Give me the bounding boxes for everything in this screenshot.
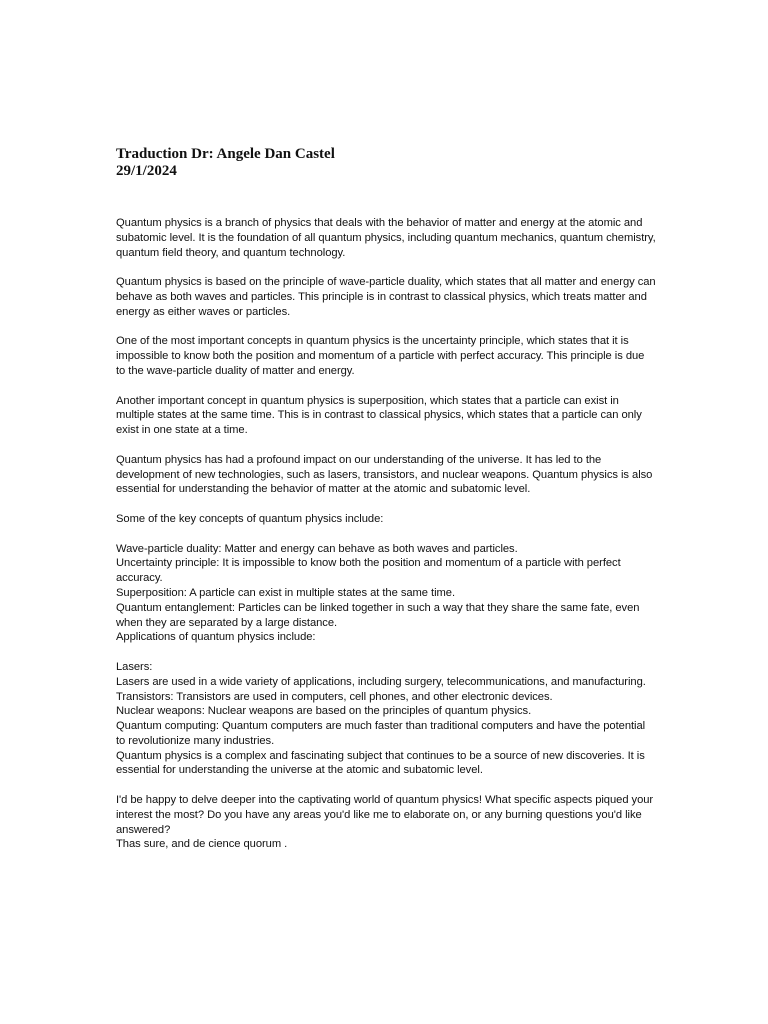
list-item: Uncertainty principle: It is impossible to know both the position and momentum of a particle with perfect accuracy. (116, 557, 621, 585)
paragraph-key-concepts-intro: Some of the key concepts of quantum physics include: (116, 512, 384, 525)
document-date: 29/1/2024 (116, 163, 177, 179)
applications-list (116, 660, 656, 778)
list-item: Wave-particle duality: Matter and energy can behave as both waves and particles. (116, 542, 518, 555)
list-item: Superposition: A particle can exist in multiple states at the same time. (116, 586, 456, 599)
paragraph-intro: Quantum physics is a branch of physics that deals with the behavior of matter and energy at the atomic and subatomic level. It is the foundation of all quantum physics, including quantum mechanics, quantum chemistry, quantum field theory, and quantum technology. (116, 217, 656, 259)
paragraph-superposition: Another important concept in quantum physics is superposition, which states that a particle can exist in multiple states at the same time. This is in contrast to classical physics, which states that a particle can only exist in one state at a time. (116, 394, 642, 437)
closing-section (116, 793, 656, 852)
document-title: Traduction Dr: Angele Dan Castel (116, 146, 335, 162)
closing-line: Thas sure, and de cience quorum . (116, 838, 288, 851)
list-item: Quantum entanglement: Particles can be linked together in such a way that they share the same fate, even when they are separated by a large distance. (116, 601, 640, 629)
list-item: Lasers: (116, 660, 153, 673)
document-page (116, 146, 656, 867)
list-item: Transistors: Transistors are used in computers, cell phones, and other electronic devices. (116, 690, 553, 703)
list-item: Nuclear weapons: Nuclear weapons are based on the principles of quantum physics. (116, 705, 532, 718)
list-item: Lasers are used in a wide variety of applications, including surgery, telecommunications, and manufacturing. (116, 675, 646, 688)
paragraph-wave-particle: Quantum physics is based on the principle of wave-particle duality, which states that all matter and energy can behave as both waves and particles. This principle is in contrast to classical physics, which treats matter and energy as either waves or particles. (116, 276, 656, 318)
list-item: Quantum computing: Quantum computers are much faster than traditional computers and have the potential to revolutionize many industries. (116, 720, 646, 747)
document-body (116, 216, 656, 852)
list-item: Quantum physics is a complex and fascinating subject that continues to be a source of new discoveries. It is essential for understanding the universe at the atomic and subatomic level. (116, 749, 645, 777)
closing-paragraph: I'd be happy to delve deeper into the captivating world of quantum physics! What specific aspects piqued your interest the most? Do you have any areas you'd like me to elaborate on, or any burning questions you'd like answered? (116, 794, 654, 836)
paragraph-uncertainty: One of the most important concepts in quantum physics is the uncertainty principle, which states that it is impossible to know both the position and momentum of a particle with perfect accuracy. This principle is due to the wave-particle duality of matter and energy. (116, 335, 645, 377)
list-item: Applications of quantum physics include: (116, 631, 316, 644)
paragraph-impact: Quantum physics has had a profound impact on our understanding of the universe. It has led to the development of new technologies, such as lasers, transistors, and nuclear weapons. Quantum physics is also essential for understanding the behavior of matter at the atomic and subatomic level. (116, 453, 653, 496)
key-concepts-list (116, 542, 656, 646)
